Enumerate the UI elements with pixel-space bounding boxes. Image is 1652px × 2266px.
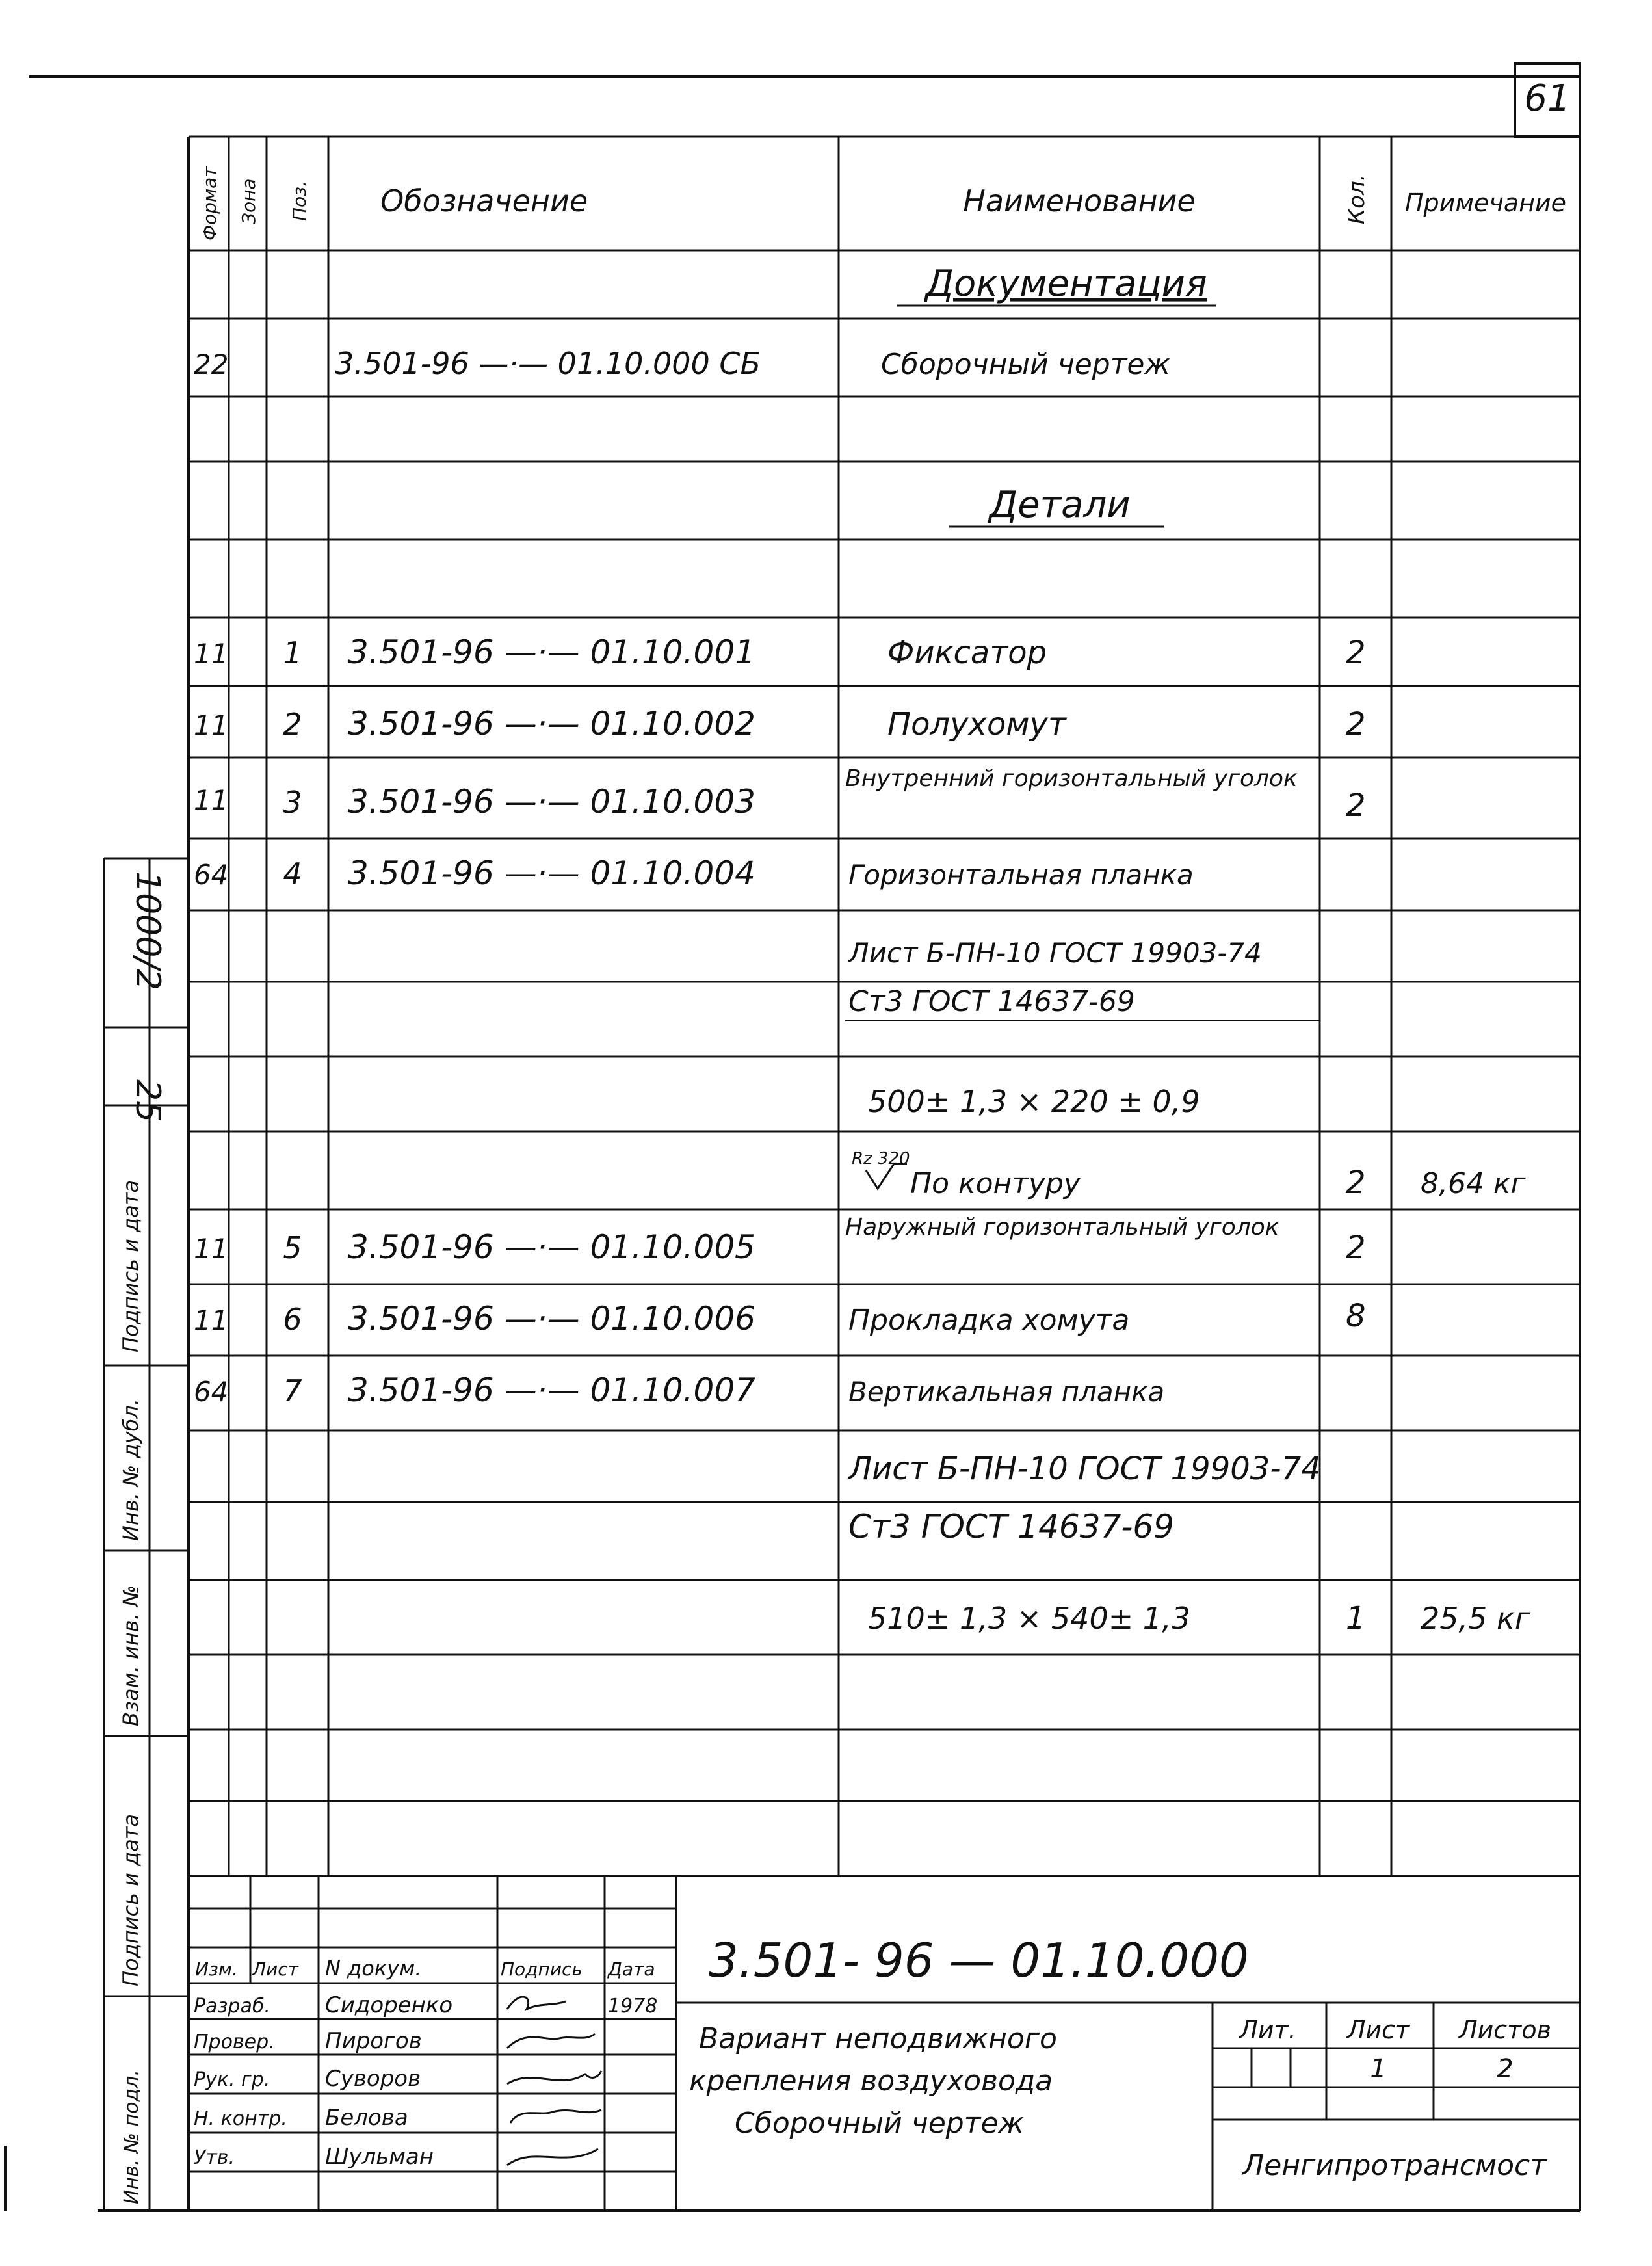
sheet-value: 1	[1370, 2054, 1387, 2084]
signature-marks	[507, 1997, 601, 2165]
signer-name: Пирогов	[325, 2028, 422, 2054]
table-row	[194, 1298, 1366, 1337]
row-designation: 3.501-96 —·— 01.10.007	[348, 1371, 755, 1409]
table-row	[194, 705, 1366, 743]
col-header-list: Лист	[252, 1958, 298, 1980]
table-row	[194, 633, 1366, 671]
margin-stamp-top: 25	[128, 1079, 167, 1123]
signer-date: 1978	[608, 1995, 658, 2018]
col-header-date: Дата	[608, 1958, 655, 1980]
signer-role: Разраб.	[194, 1995, 270, 2018]
sheets-label: Листов	[1459, 2016, 1551, 2044]
row-pos: 2	[283, 707, 302, 742]
table-row	[194, 346, 1170, 381]
title-block	[189, 1876, 1580, 2211]
lit-label: Лит.	[1239, 2016, 1296, 2044]
row-name: Горизонтальная планка	[848, 859, 1194, 891]
row-format: 11	[194, 709, 229, 741]
row-designation: 3.501-96 —·— 01.10.003	[348, 783, 755, 821]
row-pos: 5	[283, 1230, 302, 1265]
row-pos: 1	[283, 635, 302, 670]
row-pos: 3	[283, 785, 302, 820]
signer-name: Шульман	[325, 2144, 434, 2170]
signer-name: Белова	[325, 2105, 408, 2131]
drawing-code: 3.501- 96 — 01.10.000	[709, 1933, 1249, 1988]
row-mass: 25,5 кг	[1421, 1601, 1530, 1636]
row-qty: 2	[1346, 706, 1366, 743]
row-designation: 3.501-96 —·— 01.10.001	[348, 633, 755, 671]
material-sheet: Лист Б-ПН-10 ГОСТ 19903-74	[848, 937, 1262, 969]
material-size: 510± 1,3 × 540± 1,3	[868, 1601, 1191, 1636]
row-name: Прокладка хомута	[848, 1304, 1130, 1337]
table-row	[194, 761, 1366, 837]
row-format: 11	[194, 784, 229, 816]
signer-role: Н. контр.	[194, 2107, 287, 2130]
row-pos: 7	[283, 1373, 302, 1408]
table-row	[194, 854, 1194, 892]
row-format: 11	[194, 1304, 229, 1336]
material-block-4	[845, 937, 1527, 1201]
sheets-value: 2	[1497, 2054, 1514, 2084]
row-format: 64	[194, 859, 229, 891]
signer-role: Провер.	[194, 2031, 275, 2053]
frame-lines	[5, 62, 1580, 2211]
col-header-izm: Изм.	[195, 1958, 238, 1980]
row-name-wrap	[845, 761, 1313, 837]
table-row	[194, 1211, 1366, 1284]
material-steel: Ст3 ГОСТ 14637-69	[848, 1508, 1175, 1546]
row-qty: 1	[1346, 1600, 1366, 1637]
row-mass: 8,64 кг	[1421, 1167, 1526, 1200]
section-details: Детали	[989, 484, 1131, 526]
sheet-label: Лист	[1346, 2016, 1410, 2044]
margin-label: Инв. № подл.	[120, 2070, 143, 2204]
row-designation: 3.501-96 —·— 01.10.006	[348, 1300, 755, 1337]
row-name: Полухомут	[887, 706, 1066, 743]
material-steel: Ст3 ГОСТ 14637-69	[848, 985, 1135, 1018]
header-qty: Кол.	[1344, 174, 1370, 224]
col-header-sign: Подпись	[501, 1958, 583, 1980]
title-line: крепления воздуховода	[689, 2064, 1053, 2098]
signer-role: Утв.	[194, 2146, 235, 2169]
material-block-7	[847, 1451, 1531, 1637]
signer-name: Сидоренко	[325, 1992, 453, 2018]
row-qty: 2	[1346, 787, 1366, 824]
header-designation: Обозначение	[380, 183, 588, 218]
row-designation: 3.501-96 —·— 01.10.005	[348, 1228, 755, 1266]
row-pos: 4	[283, 856, 302, 891]
margin-label: Подпись и дата	[118, 1813, 143, 1986]
table-header	[199, 166, 1566, 241]
header-format: Формат	[199, 166, 220, 241]
header-zone: Зона	[238, 178, 259, 224]
row-designation: 3.501-96 —·— 01.10.002	[348, 705, 755, 743]
header-note: Примечание	[1404, 189, 1567, 217]
section-documentation: Документация	[925, 263, 1207, 305]
signer-role: Рук. гр.	[194, 2068, 270, 2091]
row-designation: 3.501-96 —·— 01.10.000 СБ	[335, 346, 761, 381]
row-qty: 2	[1346, 1230, 1366, 1266]
margin-label: Инв. № дубл.	[118, 1399, 143, 1541]
row-pos: 6	[283, 1302, 302, 1337]
margin-label: Подпись и дата	[118, 1179, 143, 1352]
organization: Ленгипротрансмост	[1242, 2149, 1547, 2182]
row-qty: 2	[1346, 1165, 1366, 1201]
row-name: Фиксатор	[887, 635, 1047, 671]
page-number: 61	[1524, 77, 1571, 120]
col-header-doc: N докум.	[325, 1956, 422, 1981]
contour-label: По контуру	[910, 1167, 1081, 1200]
row-name: Вертикальная планка	[848, 1376, 1165, 1408]
row-format: 22	[194, 349, 229, 380]
row-name: Наружный горизонтальный уголок	[845, 1214, 1279, 1241]
row-format: 64	[194, 1376, 229, 1408]
row-name: Внутренний горизонтальный уголок	[845, 765, 1298, 792]
header-name: Наименование	[963, 183, 1196, 218]
title-line: Сборочный чертеж	[735, 2107, 1025, 2140]
margin-label: Взам. инв. №	[118, 1585, 143, 1726]
row-format: 11	[194, 1233, 229, 1265]
material-sheet: Лист Б-ПН-10 ГОСТ 19903-74	[848, 1451, 1321, 1487]
margin-stamp-bottom: 1000/2	[128, 871, 167, 990]
material-size: 500± 1,3 × 220 ± 0,9	[868, 1084, 1200, 1119]
roughness-value: Rz 320	[852, 1149, 910, 1168]
title-line: Вариант неподвижного	[699, 2022, 1057, 2055]
signer-name: Суворов	[325, 2066, 421, 2092]
table-row	[194, 1371, 1164, 1409]
row-name-wrap	[845, 1211, 1313, 1284]
row-designation: 3.501-96 —·— 01.10.004	[348, 854, 755, 892]
row-qty: 2	[1346, 635, 1366, 671]
header-pos: Поз.	[289, 181, 310, 221]
row-qty: 8	[1346, 1298, 1366, 1334]
row-name: Сборочный чертеж	[881, 348, 1171, 381]
left-margin	[104, 858, 189, 2211]
row-format: 11	[194, 638, 229, 670]
page-number-box	[1515, 64, 1580, 137]
